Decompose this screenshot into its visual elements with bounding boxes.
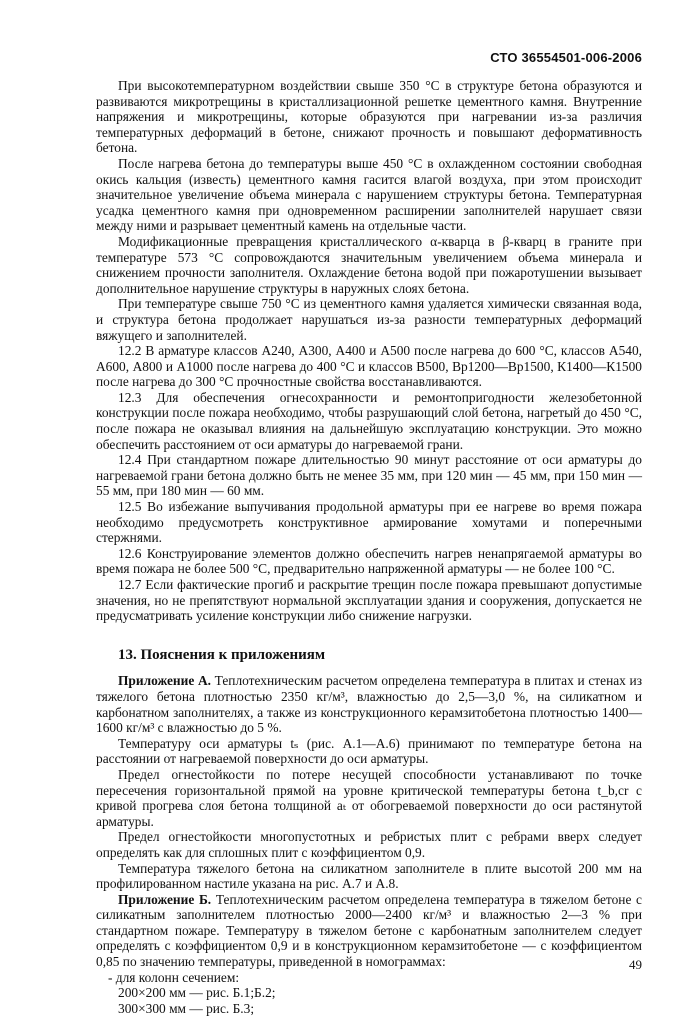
paragraph: При температуре свыше 750 °С из цементного камня удаляется химически связанная вода, и структура бетона продолжает нарушаться из-за разности температурных деформаций вяжущего и заполнителей. <box>96 296 642 343</box>
paragraph: Модификационные превращения кристаллического α-кварца в β-кварц в граните при температуре 573 °С сопровождаются значительным увеличением объема минерала и снижением прочности заполнителя. Охлаждение бетона водой при пожаротушении вызывает дополнительное нарушение структуры в наружных слоях бетона. <box>96 233 642 296</box>
clause-12-7: 12.7 Если фактические прогиб и раскрытие трещин после пожара превышают допустимые значения, но не препятствуют нормальной эксплуатации здания и сооружения, допускается не предусматривать усиление конструкции либо снижение нагрузки. <box>96 577 642 624</box>
list-subitem: 200×200 мм — рис. Б.1;Б.2; <box>118 985 276 1001</box>
clause-12-5: 12.5 Во избежание выпучивания продольной арматуры при ее нагреве во время пожара необходимо предусмотреть конструктивное армирование хомутами и поперечными стержнями. <box>96 499 642 546</box>
appendix-b-text: Теплотехническим расчетом определена температура в тяжелом бетоне с силикатным заполнителем плотностью 2000—2400 кг/м³ и влажностью 2—3 % при стандартном пожаре. Температуру в тяжелом бетоне с карбонатным заполнителем следует определять с коэффициентом 0,9 и в конструкционном керамзитобетоне — с коэффициентом 0,85 по значению температуры, приведенной в номограммах: <box>96 891 643 970</box>
clause-12-6: 12.6 Конструирование элементов должно обеспечить нагрев ненапрягаемой арматуры во время пожара не более 500 °С, предварительно напряженной арматуры — не более 100 °С. <box>96 545 642 577</box>
paragraph: Предел огнестойкости по потере несущей способности устанавливают по точке пересечения горизонтальной прямой на уровне критической температуры бетона t_b,cr с кривой прогрева слоя бетона толщиной aₜ от обогреваемой поверхности до оси растянутой арматуры. <box>96 766 642 829</box>
appendix-b-paragraph <box>96 892 642 970</box>
clause-12-4: 12.4 При стандартном пожаре длительностью 90 минут расстояние от оси арматуры до нагреваемой грани бетона должно быть не менее 35 мм, при 120 мин — 45 мм, при 150 мин — 55 мм, при 180 мин — 60 мм. <box>96 452 642 499</box>
paragraph: Предел огнестойкости многопустотных и ребристых плит с ребрами вверх следует определять как для сплошных плит с коэффициентом 0,9. <box>96 829 642 860</box>
paragraph: Температура тяжелого бетона на силикатном заполнителе в плите высотой 200 мм на профилированном настиле указана на рис. А.7 и А.8. <box>96 860 642 892</box>
list-item: - для колонн сечением: <box>108 969 240 985</box>
paragraph: Температуру оси арматуры tₛ (рис. А.1—А.6) принимают по температуре бетона на расстоянии от нагреваемой поверхности до оси арматуры. <box>96 735 642 767</box>
appendix-b-lead: Приложение Б. <box>118 891 212 907</box>
appendix-a-text: Теплотехническим расчетом определена температура в плитах и стенах из тяжелого бетона плотностью 2350 кг/м³, влажностью до 2,5—3,0 %, на силикатном и карбонатном заполнителях, а также из конструкционного керамзитобетона плотностью 1400—1600 кг/м³ с влажностью до 5 %. <box>96 673 642 736</box>
section-title: 13. Пояснения к приложениям <box>118 646 326 663</box>
document-code: СТО 36554501-006-2006 <box>490 50 642 65</box>
appendix-a-paragraph <box>96 673 642 735</box>
clause-12-2: 12.2 В арматуре классов А240, А300, А400 и А500 после нагрева до 600 °С, классов А540, А600, А800 и А1000 после нагрева до 400 °С и классов В500, Вр1200—Вр1500, К1400—К1500 после нагрева до 300 °С прочностные свойства восстанавливаются. <box>96 343 642 390</box>
clause-12-3: 12.3 Для обеспечения огнесохранности и ремонтопригодности железобетонной конструкции после пожара необходимо, чтобы разрушающий слой бетона, нагретый до 450 °С, после пожара не оказывал влияния на дальнейшую эксплуатацию конструкции. Это можно обеспечить расстоянием от оси арматуры до нагреваемой грани. <box>96 389 642 452</box>
page-number: 49 <box>629 957 642 972</box>
appendix-a-lead: Приложение А. <box>118 673 211 689</box>
page-content <box>96 78 642 1016</box>
paragraph: После нагрева бетона до температуры выше 450 °С в охлажденном состоянии свободная окись кальция (известь) цементного камня гасится влагой воздуха, при этом происходит значительное увеличение объема минерала с нарушением структуры бетона. Температурная усадка цементного камня при одновременном расширении заполнителей нарушает связи между ними и разрывает цементный камень на отдельные части. <box>96 155 642 234</box>
list-subitem: 300×300 мм — рис. Б.3; <box>118 1000 255 1016</box>
paragraph: При высокотемпературном воздействии свыше 350 °С в структуре бетона образуются и развиваются микротрещины в кристаллизационной решетке цементного камня. Внутренние напряжения и микротрещины, которые образуются при нагревании из-за различия температурных деформаций в бетоне, снижают прочность и повышают деформативность бетона. <box>96 78 642 156</box>
